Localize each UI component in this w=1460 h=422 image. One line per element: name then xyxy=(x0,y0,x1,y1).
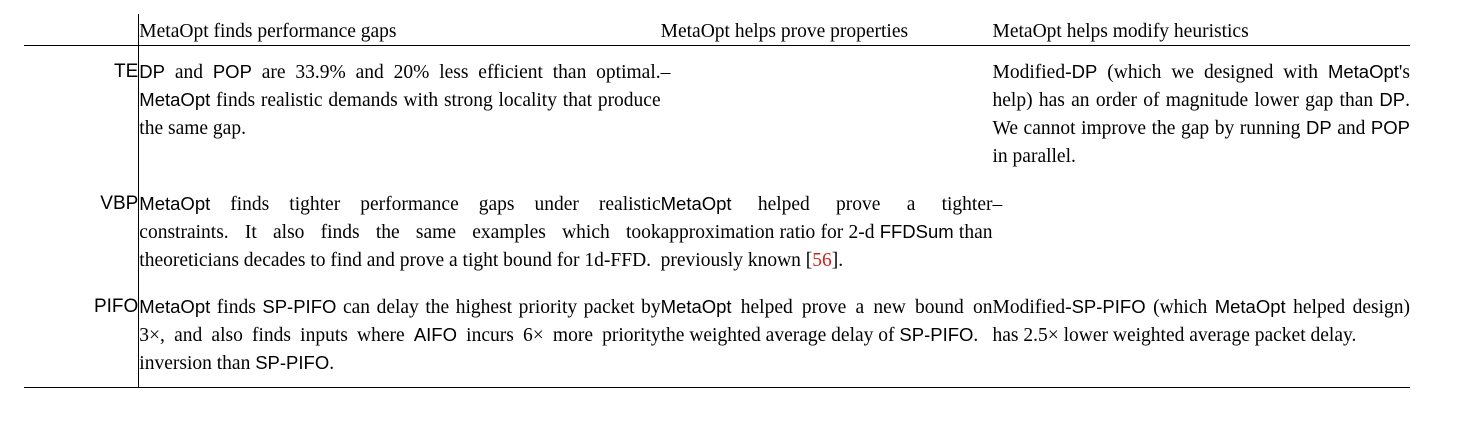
cell-vbp-gaps: MetaOpt finds tighter performance gaps under realistic constraints. It also finds the same examples which took theoreticians decades to find and prove a tight bound for 1d-FFD. xyxy=(139,180,661,284)
row-label-te: TE xyxy=(114,61,139,83)
header-col-3: MetaOpt helps modify heuristics xyxy=(992,21,1249,42)
row-label-pifo: PIFO xyxy=(93,296,139,318)
cell-te-gaps: DP and POP are 33.9% and 20% less efficient than optimal. MetaOpt finds realistic demands with strong locality that produce the same gap. xyxy=(139,46,661,180)
cell-te-prove: – xyxy=(660,62,671,84)
cell-vbp-modify: – xyxy=(992,193,1003,215)
header-col-1: MetaOpt finds performance gaps xyxy=(139,14,661,46)
cell-pifo-gaps: MetaOpt finds SP-PIFO can delay the highest priority packet by 3×, and also finds inputs where AIFO incurs 6× more priority inversion than SP-PIFO. xyxy=(139,283,661,387)
table-body xyxy=(24,46,1410,388)
table-row xyxy=(24,283,1410,387)
results-table xyxy=(24,14,1410,388)
cell-pifo-modify: Modified-SP-PIFO (which MetaOpt helped design) has 2.5× lower weighted average packet delay. xyxy=(992,296,1410,347)
citation-link[interactable]: 56 xyxy=(812,249,832,271)
header-label-col xyxy=(24,14,139,46)
cell-te-modify: Modified-DP (which we designed with MetaOpt's help) has an order of magnitude lower gap than DP. We cannot improve the gap by running DP and POP in parallel. xyxy=(992,61,1410,167)
table-row xyxy=(24,46,1410,180)
table-bottom-rule xyxy=(24,388,1410,389)
table-header-row xyxy=(24,14,1410,46)
table-row xyxy=(24,180,1410,284)
table-head xyxy=(24,14,1410,46)
cell-vbp-prove: MetaOpt helped prove a tighter approximation ratio for 2-d FFDSum than previously known [56]. xyxy=(660,192,993,271)
row-label-vbp: VBP xyxy=(100,192,139,214)
header-col-2: MetaOpt helps prove properties xyxy=(660,21,909,42)
cell-pifo-prove: MetaOpt helped prove a new bound on the weighted average delay of SP-PIFO. xyxy=(660,296,993,347)
